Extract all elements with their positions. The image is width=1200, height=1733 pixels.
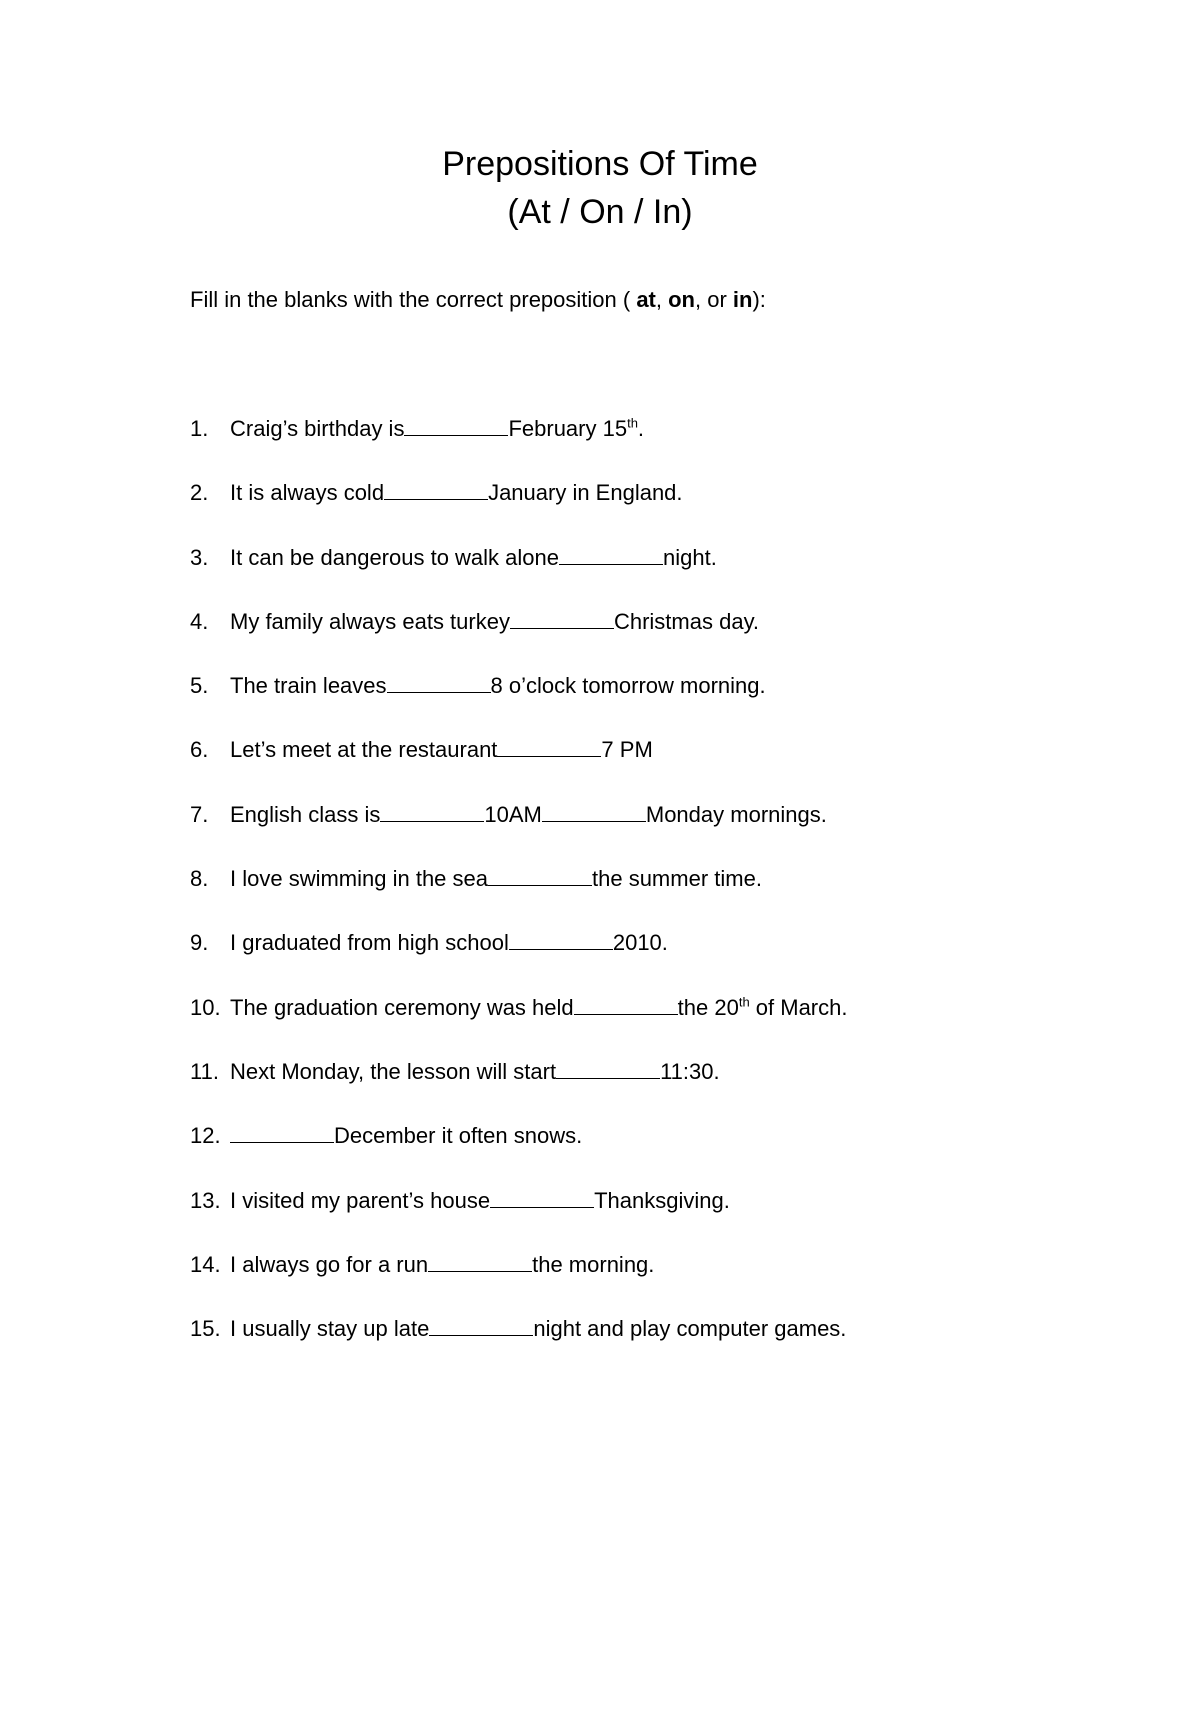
question-text: 7 PM <box>601 737 653 763</box>
answer-blank[interactable] <box>510 606 614 629</box>
page-title: Prepositions Of Time <box>442 145 758 183</box>
answer-blank[interactable] <box>509 927 613 950</box>
question-text: English class is <box>230 801 381 827</box>
question-text: I visited my parent’s house <box>230 1187 491 1213</box>
option-on: on <box>668 287 695 312</box>
question-number: 15. <box>190 1316 221 1342</box>
instructions-suffix: ): <box>752 287 766 312</box>
question-item <box>190 799 1090 863</box>
answer-blank[interactable] <box>429 1313 533 1336</box>
question-number: 2. <box>190 480 209 506</box>
answer-blank[interactable] <box>384 477 488 500</box>
question-text: The train leaves <box>230 673 387 699</box>
page-subtitle: (At / On / In) <box>507 193 693 231</box>
instructions-separator: , <box>655 287 669 312</box>
question-text: Next Monday, the lesson will start <box>230 1058 557 1084</box>
question-item <box>190 927 1090 991</box>
question-text: I always go for a run <box>230 1251 429 1277</box>
question-number: 10. <box>190 994 221 1020</box>
answer-blank[interactable] <box>428 1249 532 1272</box>
question-text: I usually stay up late <box>230 1316 430 1342</box>
question-item <box>190 992 1090 1056</box>
question-number: 6. <box>190 737 209 763</box>
question-text: 10AM <box>484 801 542 827</box>
question-text: night and play computer games. <box>533 1316 847 1342</box>
question-text: December it often snows. <box>334 1123 583 1149</box>
question-text: I love swimming in the sea <box>230 866 488 892</box>
answer-blank[interactable] <box>574 992 678 1015</box>
answer-blank[interactable] <box>556 1056 660 1079</box>
answer-blank[interactable] <box>497 734 601 757</box>
question-item <box>190 670 1090 734</box>
question-text: I graduated from high school <box>230 930 509 956</box>
question-number: 11. <box>190 1058 219 1084</box>
answer-blank[interactable] <box>380 799 484 822</box>
question-text: Let’s meet at the restaurant <box>230 737 498 763</box>
question-number: 9. <box>190 930 209 956</box>
question-number: 1. <box>190 416 209 441</box>
question-text: the summer time. <box>592 866 762 892</box>
question-item <box>190 542 1090 606</box>
question-item <box>190 863 1090 927</box>
question-item <box>190 1120 1090 1184</box>
question-text: Monday mornings. <box>645 801 827 827</box>
question-item <box>190 1056 1090 1120</box>
question-text: Thanksgiving. <box>594 1187 730 1213</box>
question-item <box>190 1185 1090 1249</box>
question-text: of March. <box>749 994 848 1020</box>
question-text: The graduation ceremony was held <box>230 994 574 1020</box>
question-text: It is always cold <box>230 480 385 506</box>
ordinal-suffix: th <box>738 994 750 1010</box>
question-number: 12. <box>190 1123 221 1149</box>
question-text: My family always eats turkey <box>230 608 510 634</box>
question-number: 13. <box>190 1187 221 1213</box>
question-text: the morning. <box>532 1251 655 1277</box>
question-text: . <box>637 416 645 441</box>
question-number: 5. <box>190 673 209 699</box>
answer-blank[interactable] <box>559 542 663 565</box>
answer-blank[interactable] <box>488 863 592 886</box>
question-text: the 20 <box>677 994 739 1020</box>
ordinal-suffix: th <box>627 415 638 431</box>
question-text: 2010. <box>612 930 668 956</box>
question-text: night. <box>663 544 717 570</box>
instructions-separator: , or <box>695 287 733 312</box>
answer-blank[interactable] <box>387 670 491 693</box>
instructions-prefix: Fill in the blanks with the correct preposition ( <box>190 287 637 312</box>
answer-blank[interactable] <box>404 413 508 436</box>
title-block <box>0 140 1200 236</box>
question-item <box>190 606 1090 670</box>
question-text: January in England. <box>488 480 683 506</box>
question-item <box>190 734 1090 798</box>
question-item <box>190 1249 1090 1313</box>
question-list <box>190 413 1090 1377</box>
instructions <box>190 285 766 315</box>
answer-blank[interactable] <box>542 799 646 822</box>
question-number: 4. <box>190 608 209 634</box>
question-number: 3. <box>190 544 209 570</box>
question-text: It can be dangerous to walk alone <box>230 544 560 570</box>
option-at: at <box>636 287 656 312</box>
question-item <box>190 1313 1090 1377</box>
option-in: in <box>732 287 753 312</box>
question-number: 8. <box>190 866 209 892</box>
question-number: 14. <box>190 1251 221 1277</box>
question-text: February 15 <box>508 416 628 441</box>
question-text: Christmas day. <box>613 608 760 634</box>
answer-blank[interactable] <box>230 1120 334 1143</box>
question-item <box>190 477 1090 541</box>
question-text: 11:30. <box>660 1058 720 1084</box>
question-number: 7. <box>190 801 209 827</box>
question-text: 8 o’clock tomorrow morning. <box>490 673 766 699</box>
answer-blank[interactable] <box>490 1185 594 1208</box>
question-item <box>190 413 1090 477</box>
question-text: Craig’s birthday is <box>230 416 405 441</box>
